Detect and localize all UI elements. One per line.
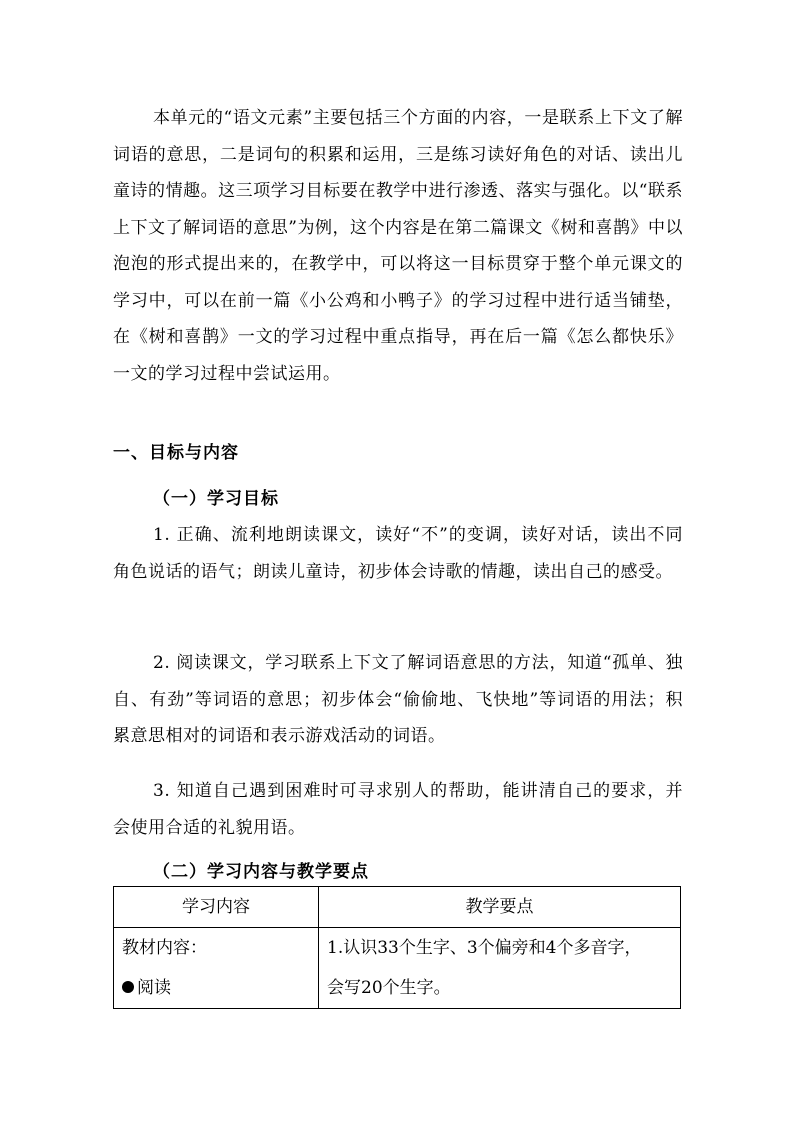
content-label: 教材内容： [122, 938, 207, 958]
point-line-1: 1.认识33个生字、3个偏旁和4个多音字， [327, 938, 642, 958]
subsection-heading-content-and-points: （二）学习内容与教学要点 [153, 862, 369, 882]
table-header-row [114, 887, 681, 928]
content-item [122, 968, 310, 1008]
table-cell-points [319, 928, 681, 1009]
table-header-points: 教学要点 [319, 887, 681, 928]
intro-paragraph: 本单元的“语文元素”主要包括三个方面的内容，一是联系上下文了解词语的意思，二是词句的积累和运用，三是练习读好角色的对话、读出儿童诗的情趣。这三项学习目标要在教学中进行渗透、落实与强化。以“联系上下文了解词语的意思”为例，这个内容是在第二篇课文《树和喜鹊》中以泡泡的形式提出来的，在教学中，可以将这一目标贯穿于整个单元课文的学习中，可以在前一篇《小公鸡和小鸭子》的学习过程中进行适当铺垫，在《树和喜鹊》一文的学习过程中重点指导，再在后一篇《怎么都快乐》一文的学习过程中尝试运用。 [113, 108, 683, 384]
content-item-text: 阅读 [137, 978, 171, 998]
bullet-icon [122, 981, 134, 993]
section-heading-goals-content: 一、目标与内容 [113, 443, 239, 463]
table-cell-content [114, 928, 319, 1009]
table-row [114, 928, 681, 1009]
content-table [113, 886, 681, 1009]
goal-item-2: 2. 阅读课文，学习联系上下文了解词语意思的方法，知道“孤单、独自、有劲”等词语的意思；初步体会“偷偷地、飞快地”等词语的用法；积累意思相对的词语和表示游戏活动的词语。 [113, 653, 683, 746]
subsection-heading-learning-goals: （一）学习目标 [153, 489, 279, 509]
table-header-content: 学习内容 [114, 887, 319, 928]
point-line-2: 会写20个生字。 [327, 978, 451, 998]
goal-item-1: 1. 正确、流利地朗读课文，读好“不”的变调，读好对话，读出不同角色说话的语气；朗读儿童诗，初步体会诗歌的情趣，读出自己的感受。 [113, 525, 683, 582]
goal-item-3: 3. 知道自己遇到困难时可寻求别人的帮助，能讲清自己的要求，并会使用合适的礼貌用语。 [113, 781, 683, 838]
